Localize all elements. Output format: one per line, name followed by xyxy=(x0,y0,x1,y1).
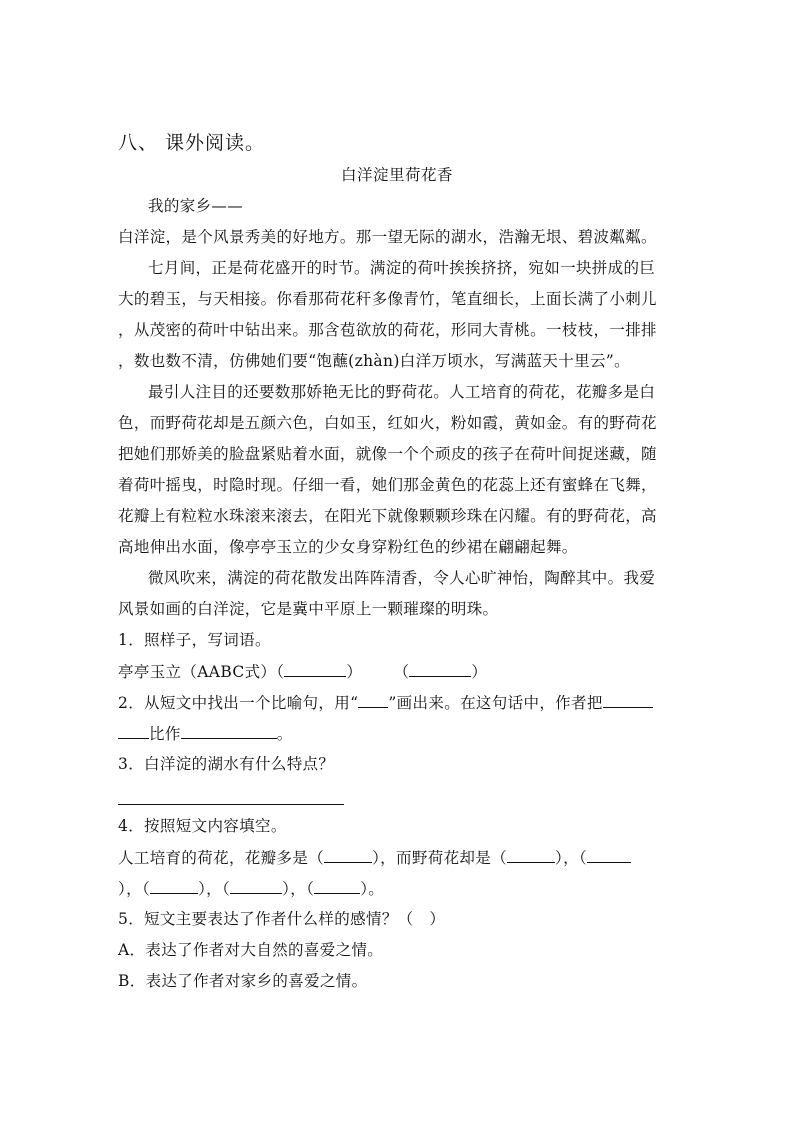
question-1-example: 亭亭玉立（AABC式） xyxy=(118,663,277,681)
question-4-title: 4．按照短文内容填空。 xyxy=(118,817,287,835)
article-line: 把她们那娇美的脸盘紧贴着水面，就像一个个顽皮的孩子在荷叶间捉迷藏，随 xyxy=(118,445,657,463)
question-5-title: 5．短文主要表达了作者什么样的感情？（ ） xyxy=(118,910,446,928)
answer-blank[interactable] xyxy=(603,692,653,708)
answer-blank[interactable] xyxy=(507,847,555,863)
question-4-line-2: ），（ ），（ ），（ ）。 xyxy=(118,880,385,898)
article-line: 着荷叶摇曳，时隐时现。仔细一看，她们那金黄色的花蕊上还有蜜蜂在飞舞， xyxy=(118,476,657,494)
answer-blank[interactable] xyxy=(409,661,471,677)
answer-blank[interactable] xyxy=(230,878,282,894)
section-title: 八、 课外阅读。 xyxy=(118,132,266,154)
article-line: 大的碧玉，与天相接。你看那荷花秆多像青竹，笔直细长，上面长满了小刺儿 xyxy=(118,290,657,308)
question-1-title: 1．照样子，写词语。 xyxy=(118,631,271,649)
underline-sample xyxy=(358,692,388,708)
question-5-option-a[interactable]: A．表达了作者对大自然的喜爱之情。 xyxy=(118,941,384,959)
question-2-line-2: 比作 。 xyxy=(118,723,678,744)
article-line: 白洋淀，是个风景秀美的好地方。那一望无际的湖水，浩瀚无垠、碧波粼粼。 xyxy=(118,228,657,246)
article-line: ，数也数不清，仿佛她们要“饱蘸(zhàn)白洋万顷水，写满蓝天十里云”。 xyxy=(118,352,630,370)
answer-blank[interactable] xyxy=(587,847,631,863)
article-line: 最引人注目的还要数那娇艳无比的野荷花。人工培育的荷花，花瓣多是白 xyxy=(148,383,656,401)
answer-blank[interactable] xyxy=(324,847,372,863)
article-title: 白洋淀里荷花香 xyxy=(340,166,453,184)
article-line: 我的家乡—— xyxy=(148,197,244,215)
question-1-answer-row: 亭亭玉立（AABC式）（ ） （ ） xyxy=(118,663,488,681)
question-2-line-1: 2．从短文中找出一个比喻句，用“ ”画出来。在这句话中，作者把 xyxy=(118,692,678,713)
article-line: ，从茂密的荷叶中钻出来。那含苞欲放的荷花，形同大青桃。一枝枝，一排排 xyxy=(118,321,657,339)
question-4-line-1: 人工培育的荷花，花瓣多是（ ），而野荷花却是（ ），（ xyxy=(118,847,678,868)
article-line: 风景如画的白洋淀，它是冀中平原上一颗璀璨的明珠。 xyxy=(118,600,499,618)
answer-blank[interactable] xyxy=(314,878,360,894)
answer-blank[interactable] xyxy=(118,723,149,739)
article-line: 色，而野荷花却是五颜六色，白如玉，红如火，粉如霞，黄如金。有的野荷花 xyxy=(118,414,657,432)
article-line: 七月间，正是荷花盛开的时节。满淀的荷叶挨挨挤挤，宛如一块拼成的巨 xyxy=(148,259,656,277)
answer-blank[interactable] xyxy=(284,661,346,677)
answer-blank[interactable] xyxy=(150,878,198,894)
article-line: 花瓣上有粒粒水珠滚来滚去，在阳光下就像颗颗珍珠在闪耀。有的野荷花，高 xyxy=(118,507,657,525)
article-line: 微风吹来，满淀的荷花散发出阵阵清香，令人心旷神怡，陶醉其中。我爱 xyxy=(148,569,656,587)
answer-blank[interactable] xyxy=(181,723,277,739)
question-3-title: 3．白洋淀的湖水有什么特点？ xyxy=(118,755,335,773)
article-line: 高地伸出水面，像亭亭玉立的少女身穿粉红色的纱裙在翩翩起舞。 xyxy=(118,538,578,556)
question-3-answer-line[interactable] xyxy=(118,804,344,805)
question-5-option-b[interactable]: B．表达了作者对家乡的喜爱之情。 xyxy=(118,972,368,990)
